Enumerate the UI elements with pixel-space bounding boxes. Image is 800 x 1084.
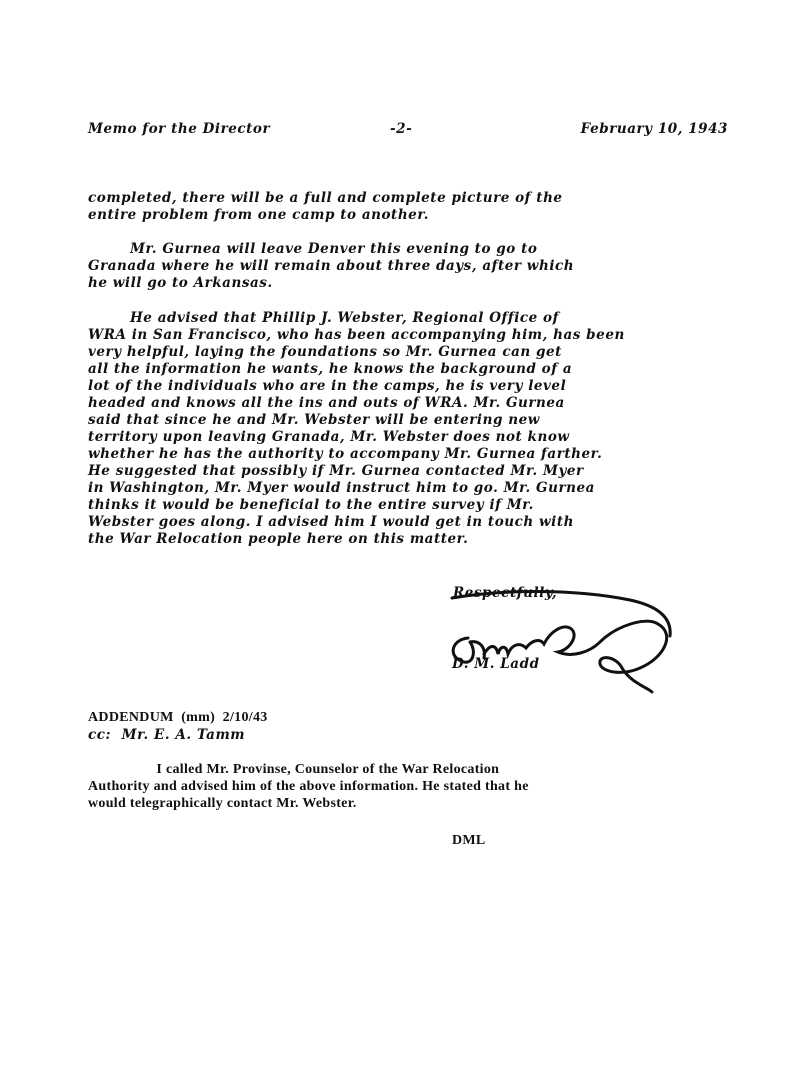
text-line: Granada where he will remain about three days, after which (88, 258, 575, 274)
text-line: very helpful, laying the foundations so Mr. Gurnea can get (88, 344, 562, 360)
text-line: He advised that Phillip J. Webster, Regional Office of (88, 310, 559, 326)
text-line: He suggested that possibly if Mr. Gurnea contacted Mr. Myer (88, 463, 584, 479)
addendum-initials: DML (452, 833, 486, 848)
text-line: the War Relocation people here on this matter. (88, 531, 469, 547)
text-line: would telegraphically contact Mr. Webster. (88, 796, 357, 811)
memo-title: Memo for the Director (88, 121, 271, 137)
text-line: I called Mr. Provinse, Counselor of the War Relocation (88, 762, 500, 777)
page-number: -2- (390, 121, 413, 137)
signer-name: D. M. Ladd (452, 656, 540, 672)
text-line: WRA in San Francisco, who has been accompanying him, has been (88, 327, 625, 343)
paragraph-1 (88, 190, 728, 224)
text-line: all the information he wants, he knows the background of a (88, 361, 573, 377)
text-line: headed and knows all the ins and outs of WRA. Mr. Gurnea (88, 395, 565, 411)
addendum-heading: ADDENDUM (mm) 2/10/43 (88, 710, 268, 725)
paragraph-2 (88, 241, 728, 292)
handwritten-signature (440, 588, 680, 698)
closing-respectfully: Respectfully, (453, 585, 558, 601)
text-line: he will go to Arkansas. (88, 275, 273, 291)
text-line: Webster goes along. I advised him I would get in touch with (88, 514, 574, 530)
carbon-copy-line: cc: Mr. E. A. Tamm (88, 727, 246, 743)
text-line: lot of the individuals who are in the camps, he is very level (88, 378, 567, 394)
text-line: entire problem from one camp to another. (88, 207, 429, 223)
memo-header (88, 121, 728, 141)
text-line: Mr. Gurnea will leave Denver this evening to go to (88, 241, 538, 257)
text-line: territory upon leaving Granada, Mr. Webster does not know (88, 429, 570, 445)
text-line: Authority and advised him of the above information. He stated that he (88, 779, 529, 794)
text-line: said that since he and Mr. Webster will be entering new (88, 412, 540, 428)
paragraph-3 (88, 310, 728, 548)
memo-date: February 10, 1943 (580, 121, 728, 137)
text-line: in Washington, Mr. Myer would instruct him to go. Mr. Gurnea (88, 480, 595, 496)
addendum-text (88, 761, 728, 812)
text-line: whether he has the authority to accompany Mr. Gurnea farther. (88, 446, 603, 462)
text-line: thinks it would be beneficial to the entire survey if Mr. (88, 497, 534, 513)
text-line: completed, there will be a full and complete picture of the (88, 190, 563, 206)
